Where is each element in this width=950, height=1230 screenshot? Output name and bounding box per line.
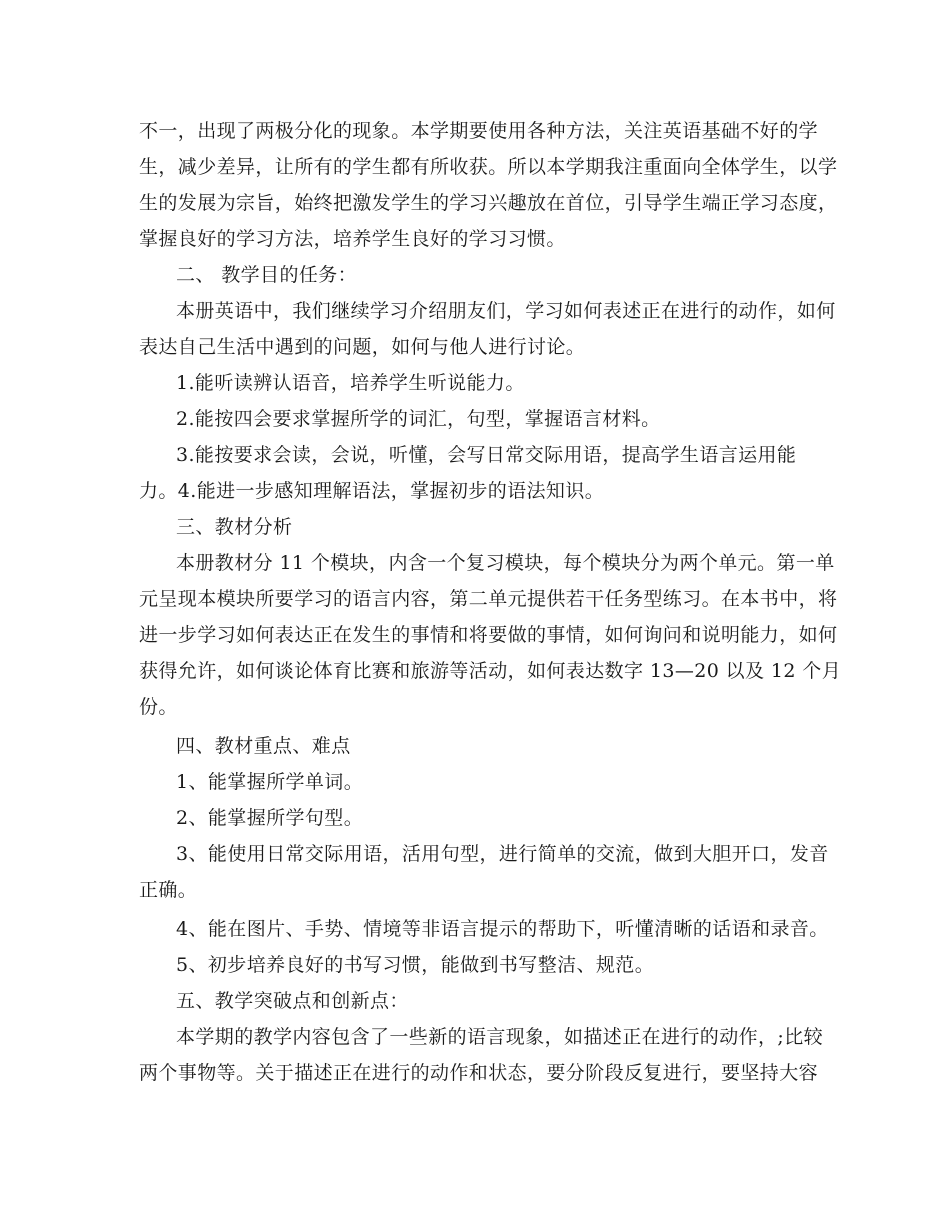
section-heading: 三、教材分析: [176, 516, 293, 538]
text-line: 元呈现本模块所要学习的语言内容，第二单元提供若干任务型练习。在本书中，将: [139, 588, 838, 610]
text-line: 不一，出现了两极分化的现象。本学期要使用各种方法，关注英语基础不好的学: [139, 120, 819, 142]
section-heading: 五、教学突破点和创新点：: [176, 990, 409, 1012]
section-heading: 二、 教学目的任务：: [176, 264, 358, 286]
text-line: 本学期的教学内容包含了一些新的语言现象，如描述正在进行的动作，;比较: [176, 1026, 824, 1048]
list-item: 正确。: [139, 879, 198, 901]
list-item: 3、能使用日常交际用语，活用句型，进行简单的交流，做到大胆开口，发音: [176, 843, 829, 865]
text-line: 生的发展为宗旨，始终把激发学生的学习兴趣放在首位，引导学生端正学习态度，: [139, 192, 838, 214]
text-line: 进一步学习如何表达正在发生的事情和将要做的事情，如何询问和说明能力，如何: [139, 624, 838, 646]
list-item: 力。4.能进一步感知理解语法，掌握初步的语法知识。: [139, 480, 605, 502]
text-line: 生，减少差异，让所有的学生都有所收获。所以本学期我注重面向全体学生，以学: [139, 156, 838, 178]
list-item: 5、初步培养良好的书写习惯，能做到书写整洁、规范。: [176, 954, 655, 976]
list-item: 2.能按四会要求掌握所学的词汇，句型，掌握语言材料。: [176, 408, 661, 430]
text-line: 获得允许，如何谈论体育比赛和旅游等活动，如何表达数字 13—20 以及 12 个月: [139, 660, 842, 682]
section-heading: 四、教材重点、难点: [176, 735, 351, 757]
list-item: 2、能掌握所学句型。: [176, 807, 364, 829]
list-item: 4、能在图片、手势、情境等非语言提示的帮助下，听懂清晰的话语和录音。: [176, 918, 829, 940]
text-line: 表达自己生活中遇到的问题，如何与他人进行讨论。: [139, 336, 586, 358]
text-line: 份。: [139, 696, 178, 718]
text-line: 本册教材分 11 个模块，内含一个复习模块，每个模块分为两个单元。第一单: [176, 552, 835, 574]
list-item: 3.能按要求会读，会说，听懂，会写日常交际用语，提高学生语言运用能: [176, 444, 797, 466]
list-item: 1.能听读辨认语音，培养学生听说能力。: [176, 372, 525, 394]
list-item: 1、能掌握所学单词。: [176, 771, 364, 793]
text-line: 两个事物等。关于描述正在进行的动作和状态，要分阶段反复进行，要坚持大容: [139, 1062, 819, 1084]
text-line: 本册英语中，我们继续学习介绍朋友们，学习如何表述正在进行的动作，如何: [176, 300, 836, 322]
text-line: 掌握良好的学习方法，培养学生良好的学习习惯。: [139, 228, 566, 250]
